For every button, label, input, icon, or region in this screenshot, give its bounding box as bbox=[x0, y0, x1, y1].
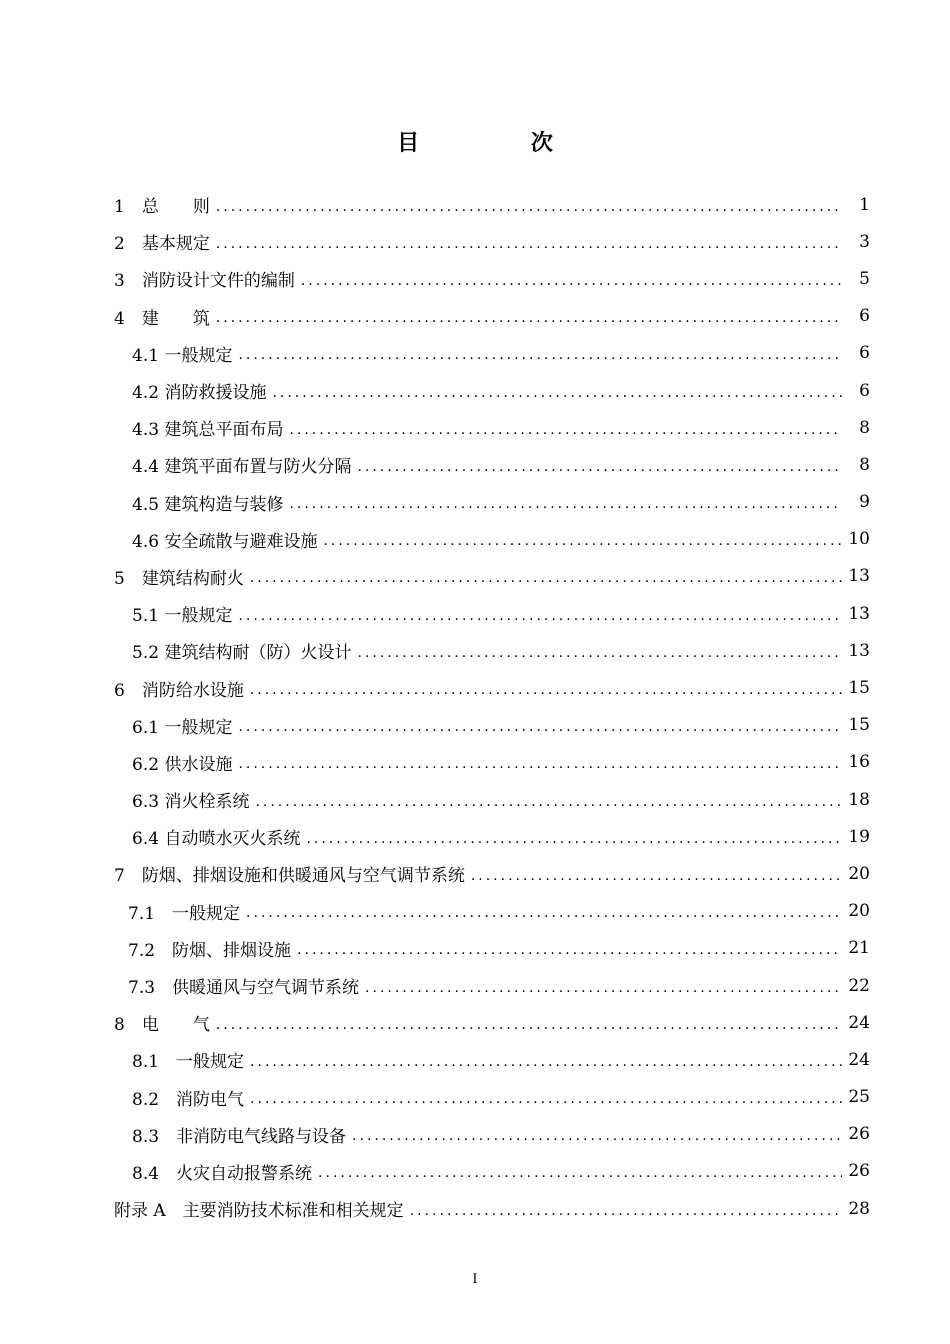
toc-entry-label: 6.3 消火栓系统 bbox=[132, 792, 250, 813]
toc-dot-leader bbox=[238, 756, 842, 772]
toc-entry-page: 8 bbox=[859, 417, 870, 438]
toc-dot-leader bbox=[289, 422, 842, 438]
page-title: 目 次 bbox=[397, 130, 605, 156]
page-number: I bbox=[472, 1272, 478, 1287]
toc-entry-page: 6 bbox=[859, 380, 870, 401]
toc-entry[interactable] bbox=[114, 1190, 870, 1227]
toc-dot-leader bbox=[216, 1017, 842, 1033]
toc-entry-label: 6.4 自动喷水灭火系统 bbox=[132, 829, 301, 850]
toc-dot-leader bbox=[216, 199, 842, 215]
toc-entry-label: 8.1 一般规定 bbox=[132, 1052, 245, 1073]
toc-entry-page: 6 bbox=[859, 343, 870, 364]
toc-dot-leader bbox=[216, 236, 842, 252]
toc-entry-label: 4.3 建筑总平面布局 bbox=[132, 420, 284, 441]
toc-entry-page: 26 bbox=[848, 1124, 870, 1145]
toc-entry-label: 8.3 非消防电气线路与设备 bbox=[132, 1126, 347, 1147]
toc-entry-label: 附录 A 主要消防技术标准和相关规定 bbox=[114, 1201, 404, 1222]
toc-entry-page: 25 bbox=[848, 1087, 870, 1108]
toc-entry-page: 9 bbox=[859, 492, 870, 513]
toc-dot-leader bbox=[216, 310, 842, 326]
toc-dot-leader bbox=[297, 942, 842, 958]
toc-entry-label: 8.4 火灾自动报警系统 bbox=[132, 1163, 313, 1184]
toc-dot-leader bbox=[250, 570, 842, 586]
toc-dot-leader bbox=[365, 980, 842, 996]
toc-entry-label: 7.1 一般规定 bbox=[128, 903, 241, 924]
toc-entry[interactable] bbox=[114, 669, 870, 706]
toc-entry-page: 13 bbox=[848, 566, 870, 587]
toc-entry[interactable] bbox=[114, 409, 870, 446]
toc-entry[interactable] bbox=[114, 298, 870, 335]
toc-entry-page: 22 bbox=[848, 975, 870, 996]
toc-entry-label: 7.3 供暖通风与空气调节系统 bbox=[128, 978, 360, 999]
toc-entry[interactable] bbox=[114, 1004, 870, 1041]
toc-dot-leader bbox=[357, 645, 842, 661]
toc-entry[interactable] bbox=[114, 707, 870, 744]
toc-entry[interactable] bbox=[114, 521, 870, 558]
toc-entry[interactable] bbox=[114, 372, 870, 409]
toc-entry-page: 24 bbox=[848, 1049, 870, 1070]
toc-dot-leader bbox=[471, 868, 842, 884]
toc-entry-label: 1 总 则 bbox=[114, 197, 210, 218]
toc-entry-page: 15 bbox=[848, 678, 870, 699]
toc-entry-page: 10 bbox=[848, 529, 870, 550]
toc-entry-page: 24 bbox=[848, 1012, 870, 1033]
toc-entry-label: 7 防烟、排烟设施和供暖通风与空气调节系统 bbox=[114, 866, 465, 887]
toc-entry-label: 5 建筑结构耐火 bbox=[114, 568, 244, 589]
toc-entry[interactable] bbox=[114, 1153, 870, 1190]
toc-entry[interactable] bbox=[114, 855, 870, 892]
toc-entry[interactable] bbox=[114, 967, 870, 1004]
toc-entry[interactable] bbox=[114, 1041, 870, 1078]
toc-entry[interactable] bbox=[114, 223, 870, 260]
toc-entry-page: 1 bbox=[859, 194, 870, 215]
toc-entry-label: 6 消防给水设施 bbox=[114, 680, 244, 701]
toc-entry[interactable] bbox=[114, 1116, 870, 1153]
toc-entry-page: 15 bbox=[848, 715, 870, 736]
toc-entry-page: 5 bbox=[859, 268, 870, 289]
toc-entry[interactable] bbox=[114, 930, 870, 967]
toc-entry[interactable] bbox=[114, 335, 870, 372]
toc-dot-leader bbox=[238, 347, 842, 363]
toc-entry-page: 6 bbox=[859, 306, 870, 327]
toc-dot-leader bbox=[410, 1203, 842, 1219]
toc-dot-leader bbox=[272, 385, 842, 401]
toc-entry-label: 4.4 建筑平面布置与防火分隔 bbox=[132, 457, 352, 478]
toc-entry-label: 4.1 一般规定 bbox=[132, 345, 233, 366]
toc-entry-label: 4.2 消防救援设施 bbox=[132, 383, 267, 404]
toc-entry-page: 8 bbox=[859, 454, 870, 475]
toc-entry[interactable] bbox=[114, 446, 870, 483]
toc-entry-page: 20 bbox=[848, 901, 870, 922]
toc-dot-leader bbox=[250, 1054, 842, 1070]
toc-dot-leader bbox=[357, 459, 842, 475]
toc-entry-page: 13 bbox=[848, 603, 870, 624]
toc-entry-label: 8 电 气 bbox=[114, 1015, 210, 1036]
toc-dot-leader bbox=[289, 496, 842, 512]
toc-entry-page: 21 bbox=[848, 938, 870, 959]
toc-entry[interactable] bbox=[114, 595, 870, 632]
toc-dot-leader bbox=[238, 608, 842, 624]
toc-entry-label: 4 建 筑 bbox=[114, 308, 210, 329]
toc-dot-leader bbox=[250, 682, 842, 698]
toc-entry-page: 20 bbox=[848, 863, 870, 884]
toc-dot-leader bbox=[323, 533, 842, 549]
toc-dot-leader bbox=[255, 794, 842, 810]
toc-entry-label: 2 基本规定 bbox=[114, 234, 210, 255]
toc-entry-page: 18 bbox=[848, 789, 870, 810]
toc-entry-label: 6.2 供水设施 bbox=[132, 754, 233, 775]
toc-entry[interactable] bbox=[114, 744, 870, 781]
toc-entry-label: 6.1 一般规定 bbox=[132, 717, 233, 738]
toc-dot-leader bbox=[301, 273, 842, 289]
toc-entry-page: 28 bbox=[848, 1198, 870, 1219]
toc-entry-label: 7.2 防烟、排烟设施 bbox=[128, 940, 292, 961]
toc-entry[interactable] bbox=[114, 186, 870, 223]
toc-dot-leader bbox=[250, 1091, 842, 1107]
toc-entry-page: 13 bbox=[848, 640, 870, 661]
toc-dot-leader bbox=[352, 1128, 842, 1144]
toc-dot-leader bbox=[246, 905, 842, 921]
toc-dot-leader bbox=[318, 1165, 842, 1181]
toc-entry[interactable] bbox=[114, 1079, 870, 1116]
toc-entry-page: 3 bbox=[859, 231, 870, 252]
table-of-contents bbox=[114, 186, 870, 1227]
toc-entry[interactable] bbox=[114, 484, 870, 521]
toc-entry-page: 26 bbox=[848, 1161, 870, 1182]
toc-entry-label: 4.6 安全疏散与避难设施 bbox=[132, 531, 318, 552]
toc-entry[interactable] bbox=[114, 781, 870, 818]
toc-dot-leader bbox=[238, 719, 842, 735]
toc-entry[interactable] bbox=[114, 558, 870, 595]
toc-entry-page: 16 bbox=[848, 752, 870, 773]
toc-entry-label: 5.1 一般规定 bbox=[132, 606, 233, 627]
toc-dot-leader bbox=[306, 831, 842, 847]
toc-entry-label: 8.2 消防电气 bbox=[132, 1089, 245, 1110]
toc-entry[interactable] bbox=[114, 260, 870, 297]
toc-entry[interactable] bbox=[114, 632, 870, 669]
toc-entry-page: 19 bbox=[848, 826, 870, 847]
toc-entry-label: 3 消防设计文件的编制 bbox=[114, 271, 295, 292]
toc-entry[interactable] bbox=[114, 818, 870, 855]
toc-entry-label: 5.2 建筑结构耐（防）火设计 bbox=[132, 643, 352, 664]
toc-entry-label: 4.5 建筑构造与装修 bbox=[132, 494, 284, 515]
toc-entry[interactable] bbox=[114, 893, 870, 930]
